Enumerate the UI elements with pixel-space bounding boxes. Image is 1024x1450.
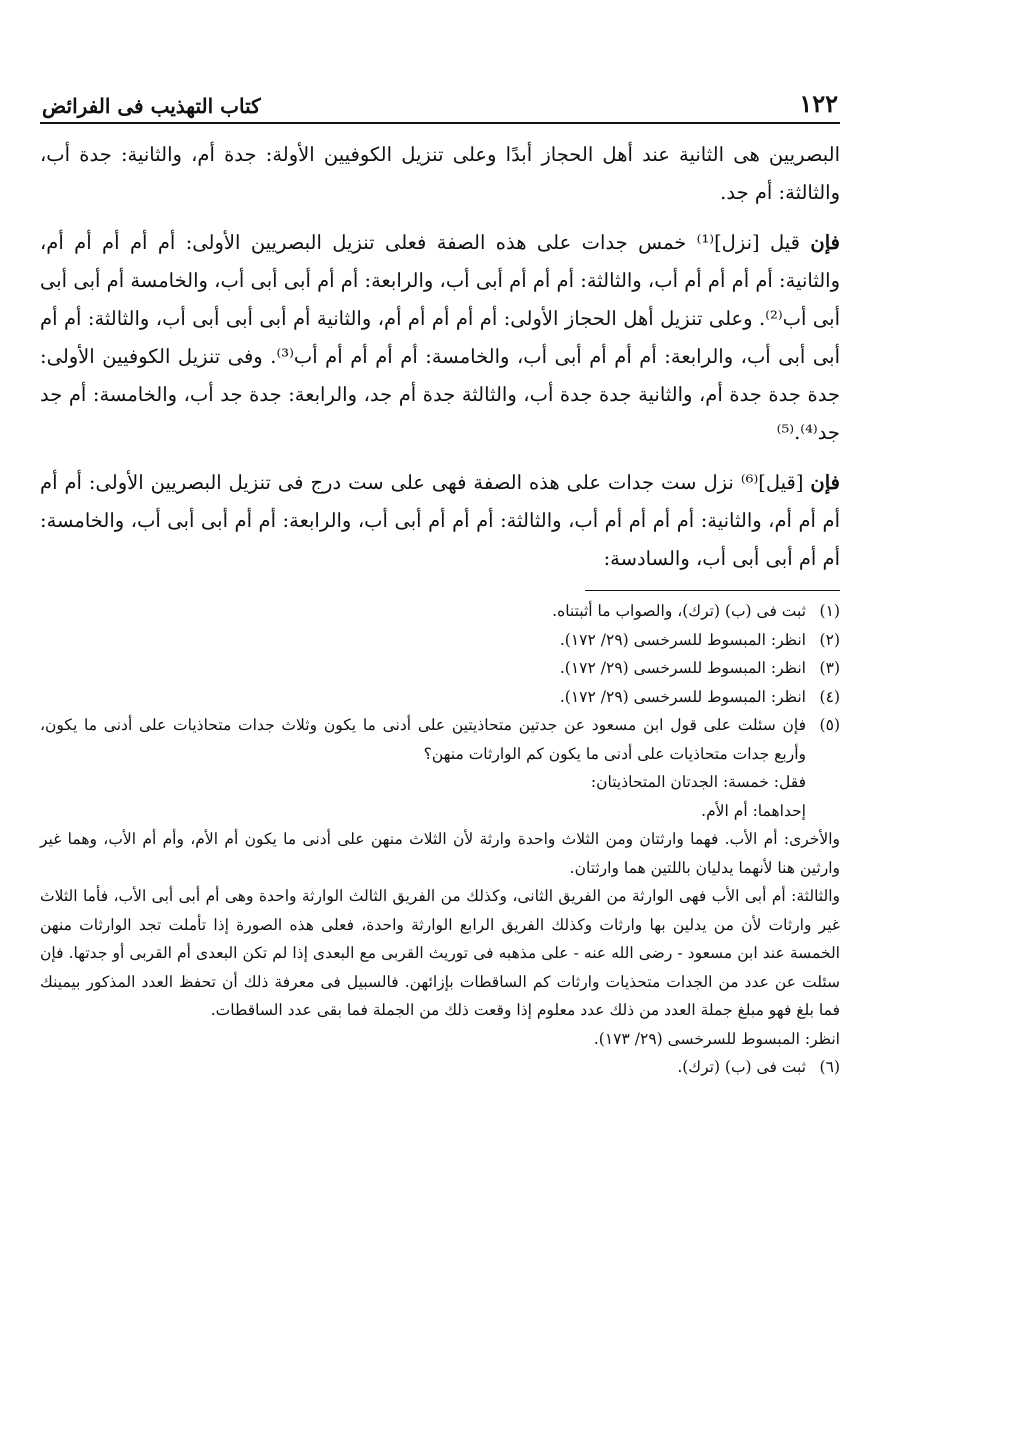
footnote-mark: (٤) [819, 687, 840, 706]
footnote-5-continuation: والأخرى: أم الأب. فهما وارثتان ومن الثلاث واحدة وارثة لأن الثلاث منهن على أدنى ما يكون أم الأم، وأم أم الأب، وهما غير وارثين هنا لأنهما يدليان باللتين هما وارثتان. [40, 830, 840, 877]
footnote-mark: (٣) [819, 659, 840, 677]
paragraph-3 [40, 464, 840, 578]
paragraph-text: [قيل]⁽⁶⁾ نزل ست جدات على هذه الصفة فهى على ست درج فى تنزيل البصريين الأولى: أم أم أم أم أم، والثانية: أم أم أم أم أب، والثالثة: أم أم أم أبى أب، والرابعة: أم أم أبى أبى أب، والخامسة: أم أم أبى أبى أب، والسادسة: [40, 471, 840, 570]
footnote-separator [585, 590, 840, 591]
main-text [40, 136, 840, 578]
footnote-text: انظر: المبسوط للسرخسى (٢٩/ ١٧٢). [559, 659, 806, 677]
book-page [40, 80, 840, 1380]
footnote-line: إحداهما: أم الأم. [701, 801, 806, 820]
paragraph-1 [40, 136, 840, 212]
footnote-text: انظر: المبسوط للسرخسى (٢٩/ ١٧٢). [559, 630, 806, 649]
paragraph-text: البصريين هى الثانية عند أهل الحجاز أبدًا وعلى تنزيل الكوفيين الأولة: جدة أم، والثانية: جدة أب، والثالثة: أم جد. [40, 143, 840, 204]
paragraph-2 [40, 224, 840, 452]
footnote-mark: (٦) [819, 1058, 840, 1076]
page-header [40, 80, 840, 124]
paragraph-lead: فإن [810, 231, 840, 254]
footnote-5-reference: انظر: المبسوط للسرخسى (٢٩/ ١٧٣). [593, 1029, 840, 1048]
paragraph-lead: فإن [810, 471, 840, 494]
footnote-text: ثبت فى (ب) (ترك)، والصواب ما أثبتناه. [552, 602, 806, 620]
footnote-text: فإن سئلت على قول ابن مسعود عن جدتين متحاذيتين على أدنى ما يكون وثلاث جدات متحاذيات على أدنى ما يكون، وأربع جدات متحاذيات على أدنى ما يكون كم الوارثات منهن؟ [40, 716, 806, 763]
footnotes [40, 597, 840, 1082]
page-number: ١٢٢ [799, 89, 838, 118]
paragraph-text: قيل [نزل]⁽¹⁾ خمس جدات على هذه الصفة فعلى تنزيل البصريين الأولى: أم أم أم أم أم، والثانية: أم أم أم أم أب، والثالثة: أم أم أم أبى أب، والرابعة: أم أم أبى أبى أب، والخامسة أم أبى أبى أبى أب⁽²⁾. وعلى تنزيل أهل الحجاز الأولى: أم أم أم أم أم، والثانية أم أبى أبى أبى أب، والثالثة: أم أم أبى أبى أب، والرابعة: أم أم أم أبى أب، والخامسة: أم أم أم أم أب⁽³⁾. وفى تنزيل الكوفيين الأولى: جدة جدة جدة أم، والثانية جدة جدة أب، والثالثة جدة أم جد، والرابعة: جدة جد أب، والخامسة: أم جد جد⁽⁴⁾.⁽⁵⁾ [40, 231, 840, 444]
footnote-3 [40, 654, 840, 683]
footnote-mark: (١) [819, 602, 840, 620]
footnote-2 [40, 626, 840, 655]
footnote-5 [40, 711, 840, 768]
footnote-4 [40, 683, 840, 712]
book-title: كتاب التهذيب فى الفرائض [42, 94, 261, 118]
footnote-5-answer [40, 768, 840, 825]
footnote-6 [40, 1053, 840, 1082]
footnote-1 [40, 597, 840, 626]
footnote-text: ثبت فى (ب) (ترك). [677, 1058, 806, 1076]
footnote-5-continuation: والثالثة: أم أبى الأب فهى الوارثة من الفريق الثانى، وكذلك من الفريق الثالث الوارثة واحدة وهى أم أبى أبى الأب، فأما الثلاث غير وارثات لأن من يدلين بها وارثات وكذلك الفريق الرابع الوارثة واحدة، فعلى هذه الصورة إذا تأملت تجد الوارثات منهن الخمسة عند ابن مسعود - رضى الله عنه - على مذهبه فى توريث القربى مع البعدى إذا لم تكن البعدى أم القربى أو جدتها. فإن سئلت عن عدد من الجدات متحذيات وارثات كم الساقطات بإزائهن. فالسبيل فى معرفة ذلك أن تحفظ العدد المذكور بيمينك فما بلغ فهو مبلغ جملة العدد من ذلك عدد معلوم إذا وقعت ذلك من الجملة فما بقى عدد الساقطات. [40, 887, 840, 1019]
footnote-text: انظر: المبسوط للسرخسى (٢٩/ ١٧٢). [559, 687, 806, 706]
footnote-mark: (٢) [819, 630, 840, 649]
footnote-mark: (٥) [819, 716, 840, 734]
footnote-line: فقل: خمسة: الجدتان المتحاذيتان: [590, 773, 806, 791]
